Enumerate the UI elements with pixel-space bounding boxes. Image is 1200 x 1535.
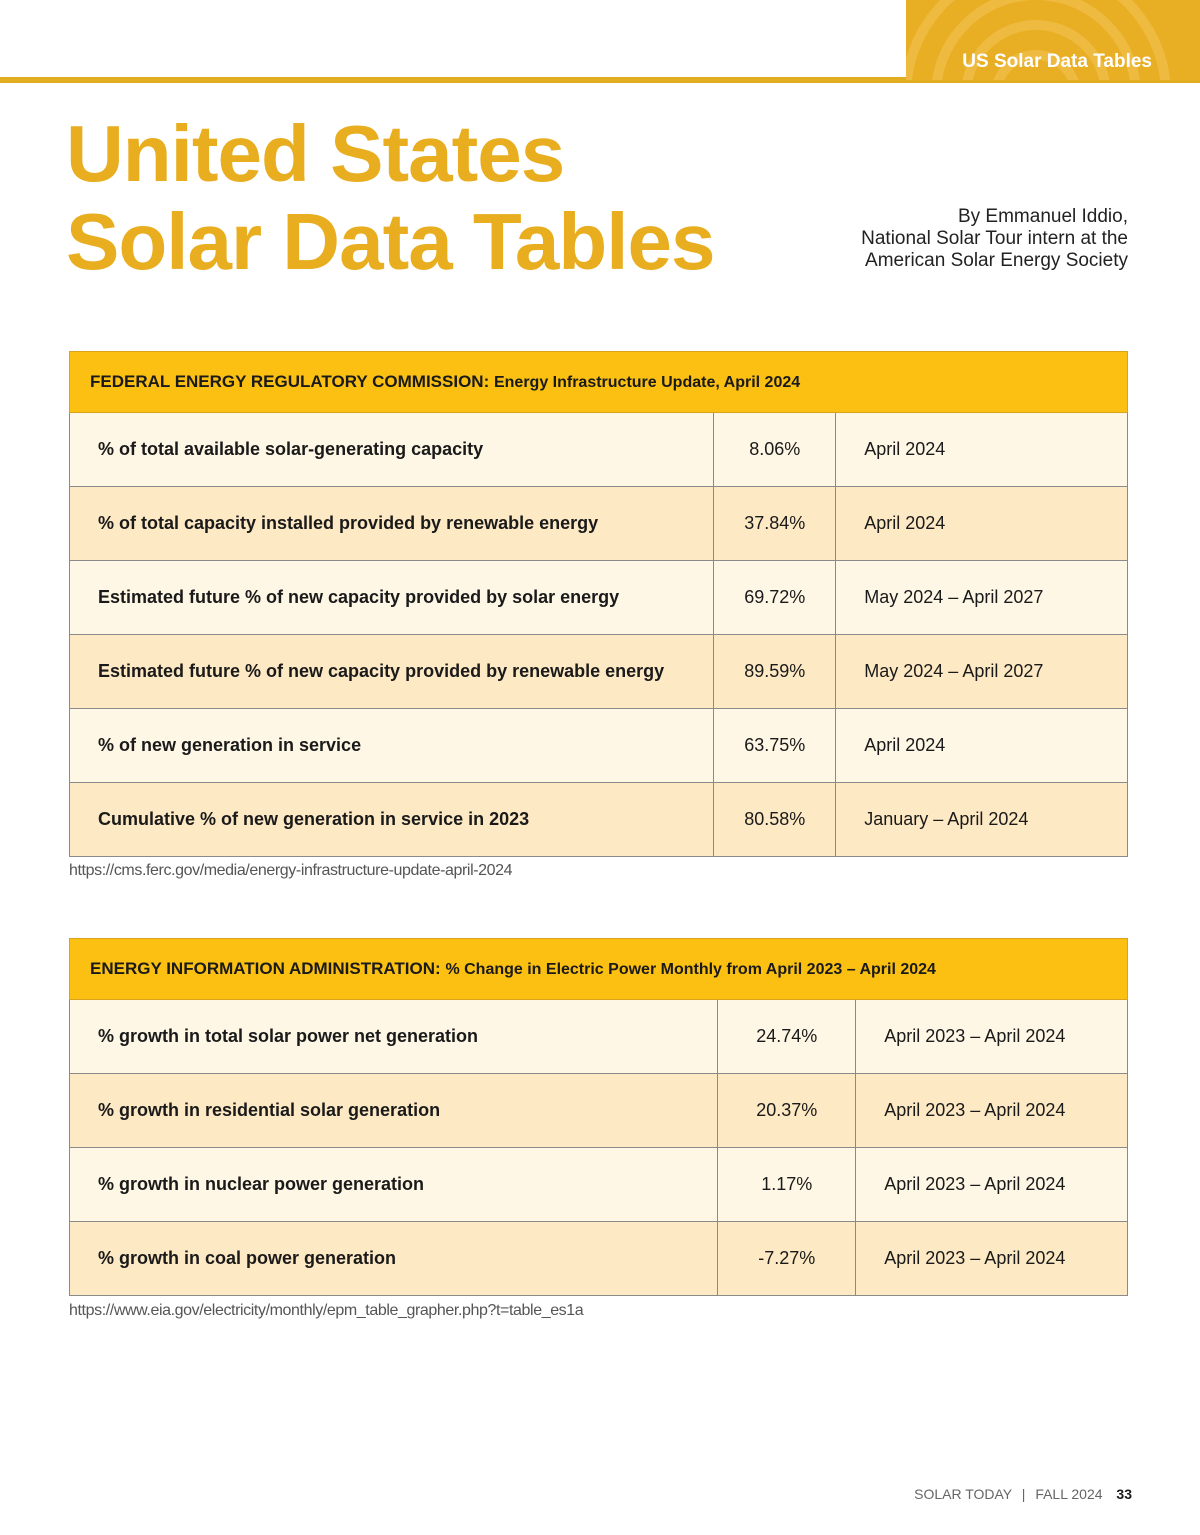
- table-row: [70, 1148, 1128, 1222]
- ferc-table-caption-cell: [70, 352, 1128, 413]
- value-cell: 89.59%: [714, 635, 836, 709]
- value-cell: 69.72%: [714, 561, 836, 635]
- byline-line-2: National Solar Tour intern at the: [861, 228, 1128, 249]
- metric-cell: Cumulative % of new generation in service in 2023: [70, 783, 714, 857]
- eia-source-description: % Change in Electric Power Monthly from April 2023 – April 2024: [445, 961, 936, 978]
- eia-table: [69, 938, 1128, 1296]
- value-cell: 1.17%: [718, 1148, 856, 1222]
- table-row: [70, 1074, 1128, 1148]
- period-cell: April 2023 – April 2024: [856, 1074, 1128, 1148]
- value-cell: 8.06%: [714, 413, 836, 487]
- ferc-table: [69, 351, 1128, 857]
- page-title-line-1: United States: [66, 109, 565, 198]
- metric-cell: % growth in nuclear power generation: [70, 1148, 718, 1222]
- value-cell: -7.27%: [718, 1222, 856, 1296]
- table-row: [70, 783, 1128, 857]
- value-cell: 63.75%: [714, 709, 836, 783]
- period-cell: April 2024: [836, 487, 1128, 561]
- footer-publication: SOLAR TODAY: [914, 1486, 1012, 1502]
- section-label: US Solar Data Tables: [962, 51, 1152, 72]
- period-cell: April 2023 – April 2024: [856, 1000, 1128, 1074]
- metric-cell: Estimated future % of new capacity provided by renewable energy: [70, 635, 714, 709]
- value-cell: 20.37%: [718, 1074, 856, 1148]
- value-cell: 24.74%: [718, 1000, 856, 1074]
- value-cell: 37.84%: [714, 487, 836, 561]
- table-row: [70, 635, 1128, 709]
- period-cell: April 2023 – April 2024: [856, 1148, 1128, 1222]
- metric-cell: % growth in coal power generation: [70, 1222, 718, 1296]
- period-cell: April 2024: [836, 413, 1128, 487]
- period-cell: May 2024 – April 2027: [836, 635, 1128, 709]
- period-cell: January – April 2024: [836, 783, 1128, 857]
- byline-line-3: American Solar Energy Society: [865, 250, 1128, 271]
- period-cell: April 2024: [836, 709, 1128, 783]
- metric-cell: Estimated future % of new capacity provided by solar energy: [70, 561, 714, 635]
- eia-table-caption-cell: [70, 939, 1128, 1000]
- ferc-source-name: FEDERAL ENERGY REGULATORY COMMISSION:: [90, 372, 490, 391]
- table-row: [70, 487, 1128, 561]
- metric-cell: % growth in residential solar generation: [70, 1074, 718, 1148]
- byline: [861, 206, 1128, 272]
- page-title-line-2: Solar Data Tables: [66, 197, 715, 286]
- footer-issue: FALL 2024: [1035, 1486, 1103, 1502]
- metric-cell: % growth in total solar power net generation: [70, 1000, 718, 1074]
- metric-cell: % of total available solar-generating capacity: [70, 413, 714, 487]
- section-tab: [906, 0, 1200, 80]
- table-row: [70, 413, 1128, 487]
- table-row: [70, 1000, 1128, 1074]
- eia-source-url[interactable]: https://www.eia.gov/electricity/monthly/epm_table_grapher.php?t=table_es1a: [69, 1302, 584, 1319]
- value-cell: 80.58%: [714, 783, 836, 857]
- ferc-source-url[interactable]: https://cms.ferc.gov/media/energy-infrastructure-update-april-2024: [69, 862, 513, 879]
- table-row: [70, 561, 1128, 635]
- page-number: 33: [1116, 1486, 1132, 1502]
- eia-source-name: ENERGY INFORMATION ADMINISTRATION:: [90, 959, 441, 978]
- page-footer: [914, 1486, 1132, 1502]
- byline-line-1: By Emmanuel Iddio,: [957, 206, 1128, 227]
- ferc-table-caption: [70, 352, 1128, 413]
- metric-cell: % of total capacity installed provided by renewable energy: [70, 487, 714, 561]
- period-cell: May 2024 – April 2027: [836, 561, 1128, 635]
- footer-separator: |: [1021, 1486, 1026, 1502]
- period-cell: April 2023 – April 2024: [856, 1222, 1128, 1296]
- table-row: [70, 709, 1128, 783]
- ferc-source-description: Energy Infrastructure Update, April 2024: [493, 374, 801, 391]
- eia-table-caption: [70, 939, 1128, 1000]
- table-row: [70, 1222, 1128, 1296]
- metric-cell: % of new generation in service: [70, 709, 714, 783]
- page-title: [66, 110, 714, 286]
